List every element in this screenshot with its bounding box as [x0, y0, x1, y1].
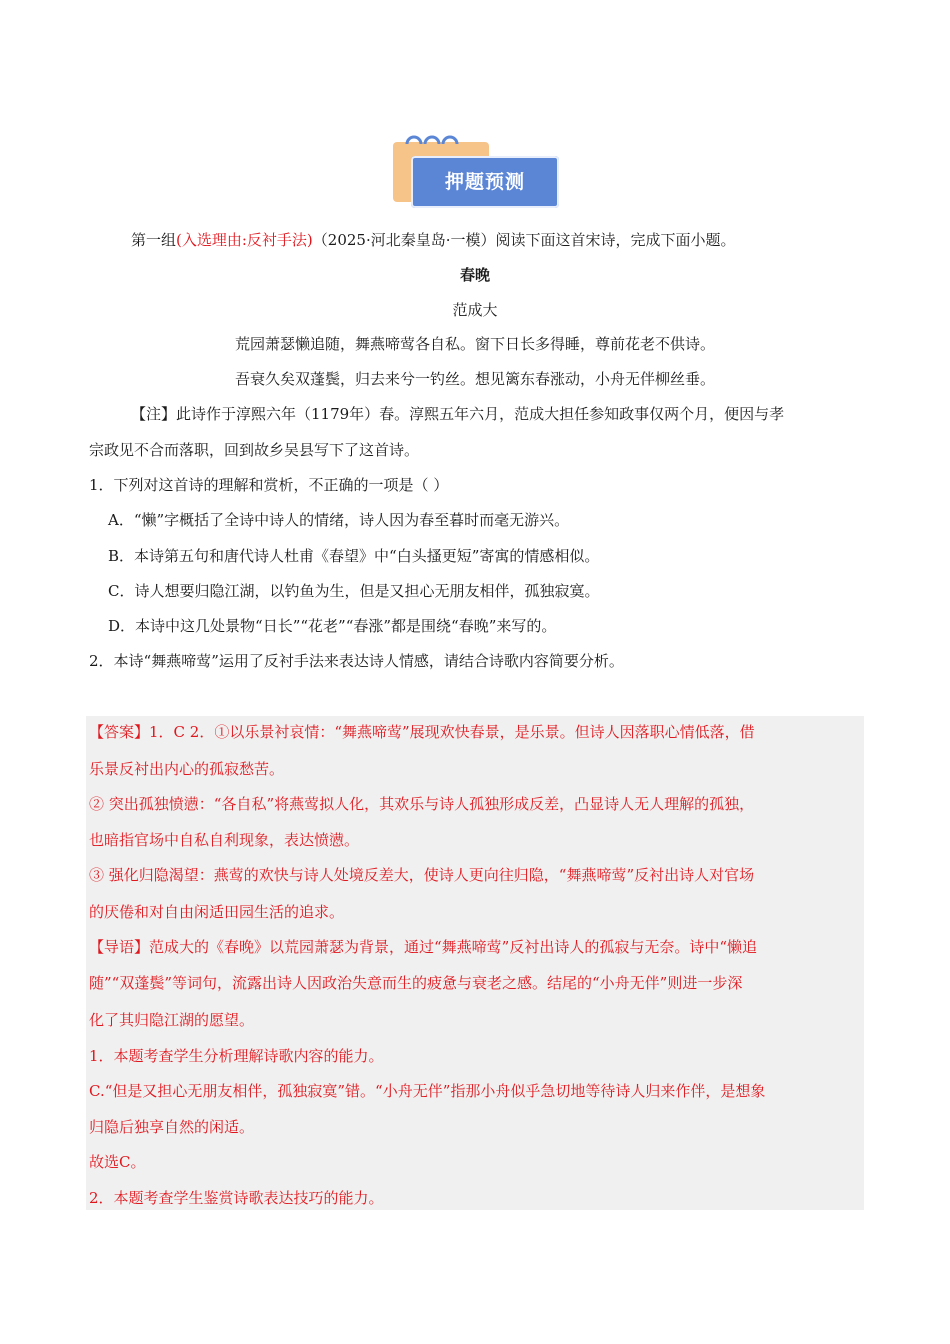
answer-line: 的厌倦和对自由闲适田园生活的追求。 [89, 903, 345, 921]
question-1-option-c: C．诗人想要归隐江湖，以钓鱼为生，但是又担心无朋友相伴，孤独寂寞。 [108, 582, 600, 600]
note-line-2: 宗政见不合而落职，回到故乡吴县写下了这首诗。 [89, 441, 420, 459]
poem-line-2: 吾衰久矣双蓬鬓，归去来兮一钓丝。想见篱东春涨动，小舟无伴柳丝垂。 [234, 370, 715, 388]
answer-line: C.“但是又担心无朋友相伴，孤独寂寞”错。“小舟无伴”指那小舟似乎急切地等待诗人归来作伴，是想象 [89, 1082, 766, 1100]
answer-line: 2．本题考查学生鉴赏诗歌表达技巧的能力。 [89, 1189, 384, 1207]
poem-author: 范成大 [452, 301, 498, 319]
answer-line: 故选C。 [89, 1153, 146, 1171]
answer-line: 也暗指官场中自私自利现象，表达愤懑。 [89, 831, 360, 849]
answer-line: 乐景反衬出内心的孤寂愁苦。 [89, 760, 285, 778]
intro-prefix: 第一组 [131, 231, 177, 249]
question-1-option-a: A．“懒”字概括了全诗中诗人的情绪，诗人因为春至暮时而毫无游兴。 [108, 511, 570, 529]
section-badge [393, 128, 563, 212]
poem-title: 春晚 [459, 266, 490, 284]
answer-line: 【答案】1．C 2．①以乐景衬哀情：“舞燕啼莺”展现欢快春景，是乐景。但诗人因落职心情低落，借 [89, 723, 755, 741]
intro-source: （2025·河北秦皇岛·一模）阅读下面这首宋诗，完成下面小题。 [312, 231, 736, 249]
badge-title: 押题预测 [444, 171, 525, 193]
intro-reason: (入选理由:反衬手法) [176, 231, 313, 249]
question-1-option-d: D．本诗中这几处景物“日长”“花老”“春涨”都是围绕“春晚”来写的。 [108, 617, 557, 635]
intro-line [131, 229, 736, 250]
question-2-stem: 2．本诗“舞燕啼莺”运用了反衬手法来表达诗人情感，请结合诗歌内容简要分析。 [89, 652, 624, 670]
poem-line-1: 荒园萧瑟懒追随，舞燕啼莺各自私。窗下日长多得睡，尊前花老不供诗。 [234, 335, 715, 353]
question-1-stem: 1．下列对这首诗的理解和赏析，不正确的一项是（ ） [89, 476, 449, 494]
answer-line: 随”“双蓬鬓”等词句，流露出诗人因政治失意而生的疲惫与衰老之感。结尾的“小舟无伴”则进一步深 [89, 974, 743, 992]
answer-line: 【导语】范成大的《春晚》以荒园萧瑟为背景，通过“舞燕啼莺”反衬出诗人的孤寂与无奈。诗中“懒追 [89, 938, 758, 956]
answer-line: 化了其归隐江湖的愿望。 [89, 1011, 255, 1029]
note-line-1: 【注】此诗作于淳熙六年（1179年）春。淳熙五年六月，范成大担任参知政事仅两个月，便因与孝 [131, 405, 785, 423]
answer-line: ③ 强化归隐渴望：燕莺的欢快与诗人处境反差大，使诗人更向往归隐，“舞燕啼莺”反衬出诗人对官场 [89, 866, 755, 884]
answer-line: 归隐后独享自然的闲适。 [89, 1118, 255, 1136]
answer-line: ② 突出孤独愤懑：“各自私”将燕莺拟人化，其欢乐与诗人孤独形成反差，凸显诗人无人理解的孤独， [89, 795, 755, 813]
question-1-option-b: B．本诗第五句和唐代诗人杜甫《春望》中“白头搔更短”寄寓的情感相似。 [108, 547, 600, 565]
answer-line: 1．本题考查学生分析理解诗歌内容的能力。 [89, 1047, 384, 1065]
ring-icon [403, 128, 463, 152]
